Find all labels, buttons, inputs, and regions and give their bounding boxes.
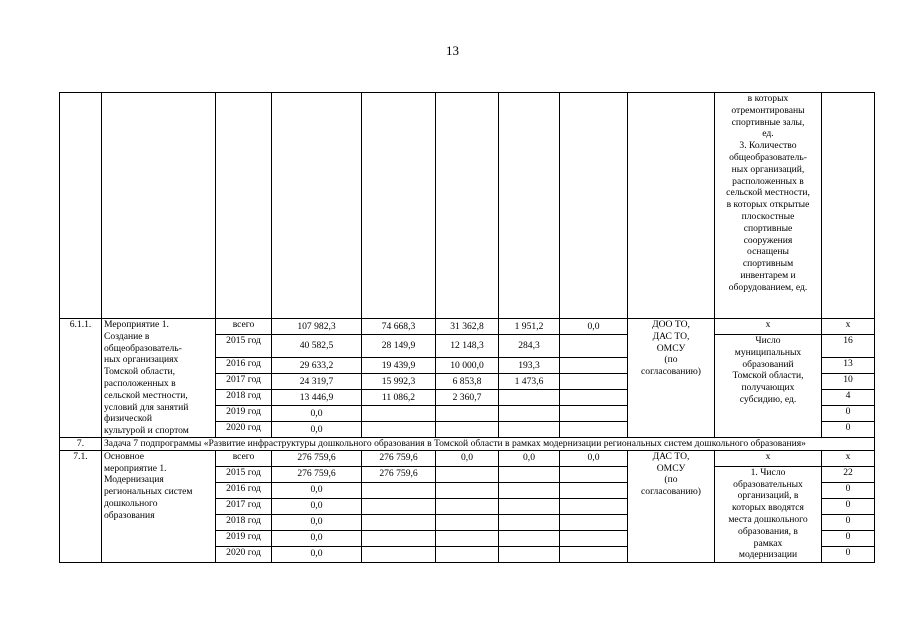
extrabudget-cell: 0,0 — [560, 450, 628, 466]
year-cell: 2018 год — [216, 514, 272, 530]
federal-cell — [362, 546, 436, 562]
total-cell: 276 759,6 — [272, 466, 362, 482]
regional-cell — [436, 514, 499, 530]
federal-cell — [362, 405, 436, 421]
local-cell: 193,3 — [499, 357, 560, 373]
regional-cell: 12 148,3 — [436, 335, 499, 358]
task-number: 7. — [60, 437, 102, 450]
regional-cell — [436, 530, 499, 546]
extrabudget-cell — [560, 546, 628, 562]
federal-cell: 19 439,9 — [362, 357, 436, 373]
total-cell: 13 446,9 — [272, 389, 362, 405]
total-cell: 0,0 — [272, 514, 362, 530]
indicator-value: 0 — [822, 514, 875, 530]
indicator-value: 16 — [822, 335, 875, 358]
activity-name: Мероприятие 1. Создание в общеобразователь- ных организациях Томской области, расположенных в сельской местности, условий для занятий физической культурой и спортом — [102, 319, 216, 438]
year-cell: всего — [216, 319, 272, 335]
year-cell: 2017 год — [216, 498, 272, 514]
year-cell: 2020 год — [216, 546, 272, 562]
indicator-value: 0 — [822, 405, 875, 421]
indicator-header: x — [715, 319, 822, 335]
federal-cell — [362, 482, 436, 498]
regional-cell: 31 362,8 — [436, 319, 499, 335]
local-cell — [499, 389, 560, 405]
year-cell: 2019 год — [216, 530, 272, 546]
extrabudget-cell — [560, 373, 628, 389]
total-cell: 107 982,3 — [272, 319, 362, 335]
regional-cell — [436, 421, 499, 437]
federal-cell: 28 149,9 — [362, 335, 436, 358]
year-cell: 2016 год — [216, 357, 272, 373]
indicator-header: x — [715, 450, 822, 466]
indicator-value: 22 — [822, 466, 875, 482]
extrabudget-cell — [560, 335, 628, 358]
total-cell: 0,0 — [272, 421, 362, 437]
extrabudget-cell — [560, 514, 628, 530]
row-number: 7.1. — [60, 450, 102, 562]
indicator-text: Число муниципальных образований Томской области, получающих субсидию, ед. — [715, 335, 822, 438]
federal-cell: 74 668,3 — [362, 319, 436, 335]
total-cell: 24 319,7 — [272, 373, 362, 389]
extrabudget-cell — [560, 389, 628, 405]
local-cell — [499, 421, 560, 437]
indicator-value: 0 — [822, 482, 875, 498]
total-cell: 0,0 — [272, 546, 362, 562]
regional-cell — [436, 405, 499, 421]
federal-cell: 276 759,6 — [362, 466, 436, 482]
local-cell — [499, 514, 560, 530]
local-cell: 0,0 — [499, 450, 560, 466]
regional-cell: 2 360,7 — [436, 389, 499, 405]
table-row — [60, 450, 875, 466]
executor-cell: ДОО ТО, ДАС ТО, ОМСУ (по согласованию) — [628, 319, 715, 438]
federal-cell: 11 086,2 — [362, 389, 436, 405]
regional-cell — [436, 546, 499, 562]
executor-cell: ДАС ТО, ОМСУ (по согласованию) — [628, 450, 715, 562]
local-cell — [499, 546, 560, 562]
regional-cell — [436, 498, 499, 514]
task-title: Задача 7 подпрограммы «Развитие инфраструктуры дошкольного образования в Томской области в рамках модернизации региональных систем дошкольного образования» — [102, 437, 875, 450]
federal-cell — [362, 514, 436, 530]
total-cell: 0,0 — [272, 530, 362, 546]
extrabudget-cell — [560, 466, 628, 482]
total-cell: 40 582,5 — [272, 335, 362, 358]
continued-row — [60, 93, 875, 319]
indicator-header-value: x — [822, 319, 875, 335]
table-row — [60, 319, 875, 335]
local-cell — [499, 466, 560, 482]
indicator-text: 1. Число образовательных организаций, в которых вводятся места дошкольного образования, в рамках модернизации — [715, 466, 822, 562]
program-table — [59, 92, 875, 563]
task-row — [60, 437, 875, 450]
year-cell: 2019 год — [216, 405, 272, 421]
local-cell: 1 951,2 — [499, 319, 560, 335]
regional-cell: 10 000,0 — [436, 357, 499, 373]
year-cell: 2015 год — [216, 466, 272, 482]
extrabudget-cell — [560, 405, 628, 421]
regional-cell — [436, 466, 499, 482]
indicator-value: 0 — [822, 530, 875, 546]
total-cell: 0,0 — [272, 498, 362, 514]
total-cell: 276 759,6 — [272, 450, 362, 466]
year-cell: 2017 год — [216, 373, 272, 389]
federal-cell — [362, 498, 436, 514]
extrabudget-cell — [560, 482, 628, 498]
local-cell — [499, 498, 560, 514]
regional-cell — [436, 482, 499, 498]
indicator-header-value: x — [822, 450, 875, 466]
indicator-value: 13 — [822, 357, 875, 373]
year-cell: всего — [216, 450, 272, 466]
year-cell: 2016 год — [216, 482, 272, 498]
local-cell — [499, 405, 560, 421]
total-cell: 29 633,2 — [272, 357, 362, 373]
extrabudget-cell — [560, 530, 628, 546]
indicator-value: 10 — [822, 373, 875, 389]
continued-indicator-text: в которых отремонтированы спортивные залы, ед. 3. Количество общеобразователь- ных организаций, расположенных в сельской местности, в которых открытые плоскостные спортивные сооружения оснащены спортивным инвентарем и оборудованием, ед. — [715, 93, 822, 319]
year-cell: 2018 год — [216, 389, 272, 405]
regional-cell: 0,0 — [436, 450, 499, 466]
row-number: 6.1.1. — [60, 319, 102, 438]
page-number: 13 — [446, 43, 459, 58]
regional-cell: 6 853,8 — [436, 373, 499, 389]
extrabudget-cell — [560, 421, 628, 437]
federal-cell — [362, 530, 436, 546]
indicator-value: 4 — [822, 389, 875, 405]
extrabudget-cell — [560, 357, 628, 373]
total-cell: 0,0 — [272, 482, 362, 498]
local-cell: 1 473,6 — [499, 373, 560, 389]
federal-cell — [362, 421, 436, 437]
year-cell: 2020 год — [216, 421, 272, 437]
activity-name: Основное мероприятие 1. Модернизация региональных систем дошкольного образования — [102, 450, 216, 562]
federal-cell: 15 992,3 — [362, 373, 436, 389]
local-cell — [499, 530, 560, 546]
local-cell: 284,3 — [499, 335, 560, 358]
local-cell — [499, 482, 560, 498]
total-cell: 0,0 — [272, 405, 362, 421]
extrabudget-cell: 0,0 — [560, 319, 628, 335]
indicator-value: 0 — [822, 498, 875, 514]
year-cell: 2015 год — [216, 335, 272, 358]
federal-cell: 276 759,6 — [362, 450, 436, 466]
extrabudget-cell — [560, 498, 628, 514]
indicator-value: 0 — [822, 546, 875, 562]
indicator-value: 0 — [822, 421, 875, 437]
